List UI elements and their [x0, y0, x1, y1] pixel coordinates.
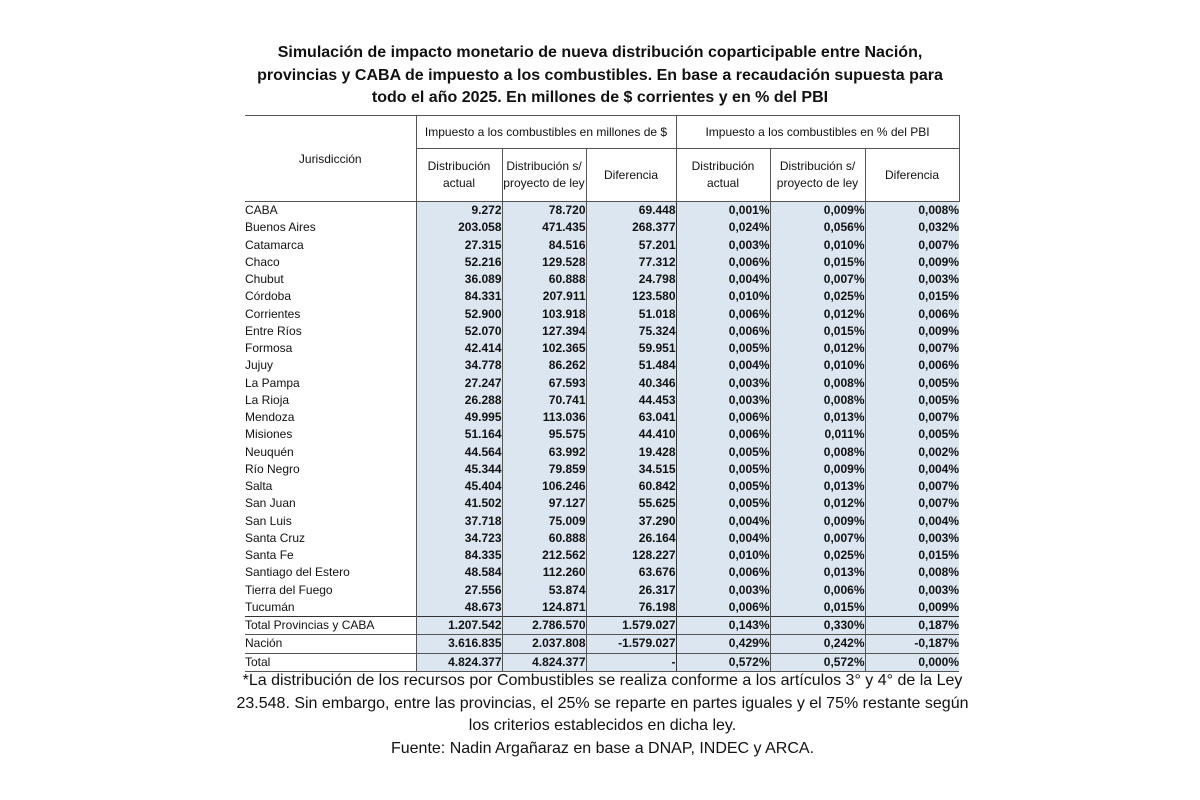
value-cell: 0,572% [770, 653, 865, 671]
value-cell: 0,012% [770, 306, 865, 323]
table-row [245, 392, 959, 409]
jurisdiction-name: Misiones [245, 427, 293, 442]
value-cell: 48.584 [416, 564, 502, 581]
value-cell: 55.625 [586, 495, 676, 512]
value-cell: 51.484 [586, 357, 676, 374]
value-cell: 0,009% [865, 323, 959, 340]
value-cell: 52.216 [416, 254, 502, 271]
value-cell: 69.448 [586, 202, 676, 220]
value-cell: 103.918 [502, 306, 586, 323]
value-cell: 9.272 [416, 202, 502, 220]
subheader-project-millions: Distribución s/ proyecto de ley [502, 149, 586, 202]
value-cell: 0,006% [676, 564, 770, 581]
value-cell: 0,009% [865, 254, 959, 271]
table-row [245, 357, 959, 374]
value-cell: 45.404 [416, 478, 502, 495]
value-cell: 52.900 [416, 306, 502, 323]
value-cell: 0,003% [865, 271, 959, 288]
table-row [245, 323, 959, 340]
value-cell: 84.335 [416, 547, 502, 564]
jurisdiction-name: San Juan [245, 496, 296, 511]
value-cell: 212.562 [502, 547, 586, 564]
jurisdiction-name: Buenos Aires [245, 220, 316, 235]
value-cell: 0,011% [770, 426, 865, 443]
value-cell: 0,242% [770, 635, 865, 653]
jurisdiction-name: Salta [245, 479, 273, 494]
document-title: Simulación de impacto monetario de nueva distribución coparticipable entre Nación, provincias y CABA de impuesto a los combustibles. En base a recaudación supuesta para todo el año 2025. En millones de $ corrientes y en % del PBI [257, 44, 943, 106]
jurisdiction-name: Jujuy [245, 358, 274, 373]
value-cell: 86.262 [502, 357, 586, 374]
value-cell: 0,003% [865, 530, 959, 547]
value-cell: 24.798 [586, 271, 676, 288]
jurisdiction-name: Total Provincias y CABA [245, 617, 416, 635]
value-cell: 0,008% [865, 564, 959, 581]
value-cell: 128.227 [586, 547, 676, 564]
value-cell: 44.453 [586, 392, 676, 409]
value-cell: 79.859 [502, 461, 586, 478]
table-row [245, 599, 959, 617]
value-cell: 36.089 [416, 271, 502, 288]
value-cell: 76.198 [586, 599, 676, 617]
value-cell: 0,006% [770, 582, 865, 599]
value-cell: 0,001% [676, 202, 770, 220]
jurisdiction-header: Jurisdicción [245, 116, 416, 202]
table-row [245, 288, 959, 305]
value-cell: 0,007% [865, 495, 959, 512]
value-cell: 0,007% [865, 409, 959, 426]
subheader-project-pbi: Distribución s/ proyecto de ley [770, 149, 865, 202]
value-cell: 0,005% [676, 495, 770, 512]
value-cell: 0,008% [770, 392, 865, 409]
value-cell: 124.871 [502, 599, 586, 617]
value-cell: 57.201 [586, 237, 676, 254]
jurisdiction-name: La Pampa [245, 375, 300, 390]
value-cell: 52.070 [416, 323, 502, 340]
value-cell: 0,009% [770, 202, 865, 220]
value-cell: 0,013% [770, 409, 865, 426]
value-cell: 0,006% [865, 306, 959, 323]
value-cell: 0,009% [770, 461, 865, 478]
jurisdiction-name: La Rioja [245, 392, 290, 407]
value-cell: 0,004% [676, 357, 770, 374]
value-cell: -0,187% [865, 635, 959, 653]
value-cell: 0,015% [770, 323, 865, 340]
value-cell: 0,005% [676, 444, 770, 461]
value-cell: 0,007% [865, 237, 959, 254]
value-cell: 0,010% [676, 288, 770, 305]
table-row [245, 461, 959, 478]
table-row [245, 653, 959, 671]
value-cell: -1.579.027 [586, 635, 676, 653]
value-cell: 70.741 [502, 392, 586, 409]
value-cell: 0,330% [770, 617, 865, 635]
value-cell: 60.888 [502, 530, 586, 547]
value-cell: 0,006% [676, 426, 770, 443]
table-row [245, 564, 959, 581]
jurisdiction-name: CABA [245, 202, 416, 220]
value-cell: 0,006% [676, 323, 770, 340]
value-cell: 0,015% [865, 288, 959, 305]
value-cell: 48.673 [416, 599, 502, 617]
value-cell: 0,004% [676, 513, 770, 530]
value-cell: 75.324 [586, 323, 676, 340]
value-cell: 60.842 [586, 478, 676, 495]
group-header-millions: Impuesto a los combustibles en millones de $ [416, 116, 676, 149]
value-cell: 2.786.570 [502, 617, 586, 635]
value-cell: 0,003% [676, 237, 770, 254]
value-cell: 0,003% [676, 375, 770, 392]
value-cell: 112.260 [502, 564, 586, 581]
value-cell: 0,015% [770, 254, 865, 271]
jurisdiction-name: San Luis [245, 513, 292, 528]
value-cell: 0,006% [865, 357, 959, 374]
source-note: Fuente: Nadin Argañaraz en base a DNAP, INDEC y ARCA. [390, 739, 815, 757]
value-cell: 0,024% [676, 219, 770, 236]
value-cell: 0,429% [676, 635, 770, 653]
value-cell: 0,187% [865, 617, 959, 635]
value-cell: 106.246 [502, 478, 586, 495]
table-row [245, 495, 959, 512]
jurisdiction-name: Santa Cruz [245, 530, 306, 545]
jurisdiction-name: Córdoba [245, 289, 292, 304]
value-cell: 0,006% [676, 306, 770, 323]
value-cell: 37.290 [586, 513, 676, 530]
table-row [245, 409, 959, 426]
value-cell: 102.365 [502, 340, 586, 357]
jurisdiction-name: Formosa [245, 341, 293, 356]
value-cell: 0,003% [676, 582, 770, 599]
value-cell: 0,005% [865, 375, 959, 392]
value-cell: 0,010% [770, 237, 865, 254]
table-row [245, 513, 959, 530]
value-cell: 0,013% [770, 564, 865, 581]
value-cell: 0,005% [865, 392, 959, 409]
value-cell: 0,006% [676, 254, 770, 271]
value-cell: 84.331 [416, 288, 502, 305]
value-cell: 0,004% [676, 271, 770, 288]
value-cell: 27.315 [416, 237, 502, 254]
value-cell: 127.394 [502, 323, 586, 340]
table-row [245, 426, 959, 443]
table-row [245, 635, 959, 653]
table-row [245, 617, 959, 635]
jurisdiction-name: Río Negro [245, 461, 300, 476]
value-cell: 84.516 [502, 237, 586, 254]
subheader-current-pbi: Distribución actual [676, 149, 770, 202]
value-cell: - [586, 653, 676, 671]
table-row [245, 547, 959, 564]
value-cell: 0,007% [865, 340, 959, 357]
jurisdiction-name: Chubut [245, 272, 284, 287]
value-cell: 0,005% [865, 426, 959, 443]
subheader-difference-millions: Diferencia [586, 149, 676, 202]
value-cell: 27.556 [416, 582, 502, 599]
table-row [245, 375, 959, 392]
value-cell: 26.164 [586, 530, 676, 547]
value-cell: 67.593 [502, 375, 586, 392]
fuel-tax-table [245, 115, 960, 672]
jurisdiction-name: Santiago del Estero [245, 565, 350, 580]
jurisdiction-name: Nación [245, 635, 416, 653]
table-row [245, 306, 959, 323]
jurisdiction-name: Total [245, 653, 416, 671]
value-cell: 0,000% [865, 653, 959, 671]
jurisdiction-name: Tucumán [245, 599, 295, 614]
value-cell: 34.723 [416, 530, 502, 547]
value-cell: 49.995 [416, 409, 502, 426]
value-cell: 0,143% [676, 617, 770, 635]
value-cell: 0,025% [770, 288, 865, 305]
value-cell: 0,003% [676, 392, 770, 409]
value-cell: 26.317 [586, 582, 676, 599]
value-cell: 0,056% [770, 219, 865, 236]
value-cell: 60.888 [502, 271, 586, 288]
value-cell: 0,003% [865, 582, 959, 599]
footnotes [235, 670, 970, 760]
value-cell: 0,009% [770, 513, 865, 530]
value-cell: 0,010% [676, 547, 770, 564]
jurisdiction-name: Tierra del Fuego [245, 582, 333, 597]
value-cell: 0,005% [676, 461, 770, 478]
jurisdiction-name: Catamarca [245, 237, 304, 252]
value-cell: 0,008% [865, 202, 959, 220]
value-cell: 0,004% [676, 530, 770, 547]
value-cell: 123.580 [586, 288, 676, 305]
value-cell: 34.515 [586, 461, 676, 478]
table-row [245, 340, 959, 357]
value-cell: 63.992 [502, 444, 586, 461]
value-cell: 471.435 [502, 219, 586, 236]
value-cell: 45.344 [416, 461, 502, 478]
value-cell: 59.951 [586, 340, 676, 357]
jurisdiction-name: Mendoza [245, 410, 295, 425]
value-cell: 0,008% [770, 444, 865, 461]
value-cell: 95.575 [502, 426, 586, 443]
value-cell: 0,032% [865, 219, 959, 236]
value-cell: 0,009% [865, 599, 959, 617]
value-cell: 0,004% [865, 461, 959, 478]
value-cell: 0,004% [865, 513, 959, 530]
table-row [245, 444, 959, 461]
value-cell: 44.564 [416, 444, 502, 461]
table-row [245, 202, 959, 220]
value-cell: 0,002% [865, 444, 959, 461]
value-cell: 1.207.542 [416, 617, 502, 635]
value-cell: 0,012% [770, 340, 865, 357]
value-cell: 0,013% [770, 478, 865, 495]
value-cell: 63.676 [586, 564, 676, 581]
value-cell: 0,006% [676, 409, 770, 426]
value-cell: 63.041 [586, 409, 676, 426]
value-cell: 0,005% [676, 478, 770, 495]
value-cell: 40.346 [586, 375, 676, 392]
table-row [245, 582, 959, 599]
jurisdiction-name: Entre Ríos [245, 323, 302, 338]
jurisdiction-name: Santa Fe [245, 548, 294, 563]
jurisdiction-name: Chaco [245, 254, 280, 269]
value-cell: 4.824.377 [416, 653, 502, 671]
value-cell: 207.911 [502, 288, 586, 305]
value-cell: 0,012% [770, 495, 865, 512]
value-cell: 0,007% [770, 530, 865, 547]
value-cell: 77.312 [586, 254, 676, 271]
methodology-note: *La distribución de los recursos por Combustibles se realiza conforme a los artículos 3° y 4° de la Ley 23.548. Sin embargo, entre las provincias, el 25% se reparte en partes iguales y el 75% restante según los criterios establecidos en dicha ley. [236, 672, 969, 734]
table-row [245, 530, 959, 547]
value-cell: 19.428 [586, 444, 676, 461]
jurisdiction-name: Neuquén [245, 444, 294, 459]
table-row [245, 219, 959, 236]
value-cell: 26.288 [416, 392, 502, 409]
value-cell: 37.718 [416, 513, 502, 530]
value-cell: 0,006% [676, 599, 770, 617]
value-cell: 0,007% [770, 271, 865, 288]
value-cell: 0,025% [770, 547, 865, 564]
table-row [245, 237, 959, 254]
value-cell: 75.009 [502, 513, 586, 530]
value-cell: 51.164 [416, 426, 502, 443]
value-cell: 0,015% [770, 599, 865, 617]
value-cell: 42.414 [416, 340, 502, 357]
value-cell: 203.058 [416, 219, 502, 236]
table-row [245, 478, 959, 495]
value-cell: 0,015% [865, 547, 959, 564]
value-cell: 2.037.808 [502, 635, 586, 653]
group-header-pbi: Impuesto a los combustibles en % del PBI [676, 116, 959, 149]
value-cell: 3.616.835 [416, 635, 502, 653]
value-cell: 34.778 [416, 357, 502, 374]
value-cell: 53.874 [502, 582, 586, 599]
value-cell: 4.824.377 [502, 653, 586, 671]
value-cell: 0,008% [770, 375, 865, 392]
value-cell: 41.502 [416, 495, 502, 512]
subheader-difference-pbi: Diferencia [865, 149, 959, 202]
value-cell: 0,010% [770, 357, 865, 374]
table-row [245, 271, 959, 288]
value-cell: 97.127 [502, 495, 586, 512]
subheader-current-millions: Distribución actual [416, 149, 502, 202]
value-cell: 78.720 [502, 202, 586, 220]
value-cell: 129.528 [502, 254, 586, 271]
jurisdiction-name: Corrientes [245, 306, 301, 321]
value-cell: 0,005% [676, 340, 770, 357]
value-cell: 0,572% [676, 653, 770, 671]
value-cell: 268.377 [586, 219, 676, 236]
table-row [245, 254, 959, 271]
value-cell: 1.579.027 [586, 617, 676, 635]
value-cell: 0,007% [865, 478, 959, 495]
value-cell: 27.247 [416, 375, 502, 392]
value-cell: 51.018 [586, 306, 676, 323]
value-cell: 113.036 [502, 409, 586, 426]
value-cell: 44.410 [586, 426, 676, 443]
table-body [245, 202, 959, 672]
